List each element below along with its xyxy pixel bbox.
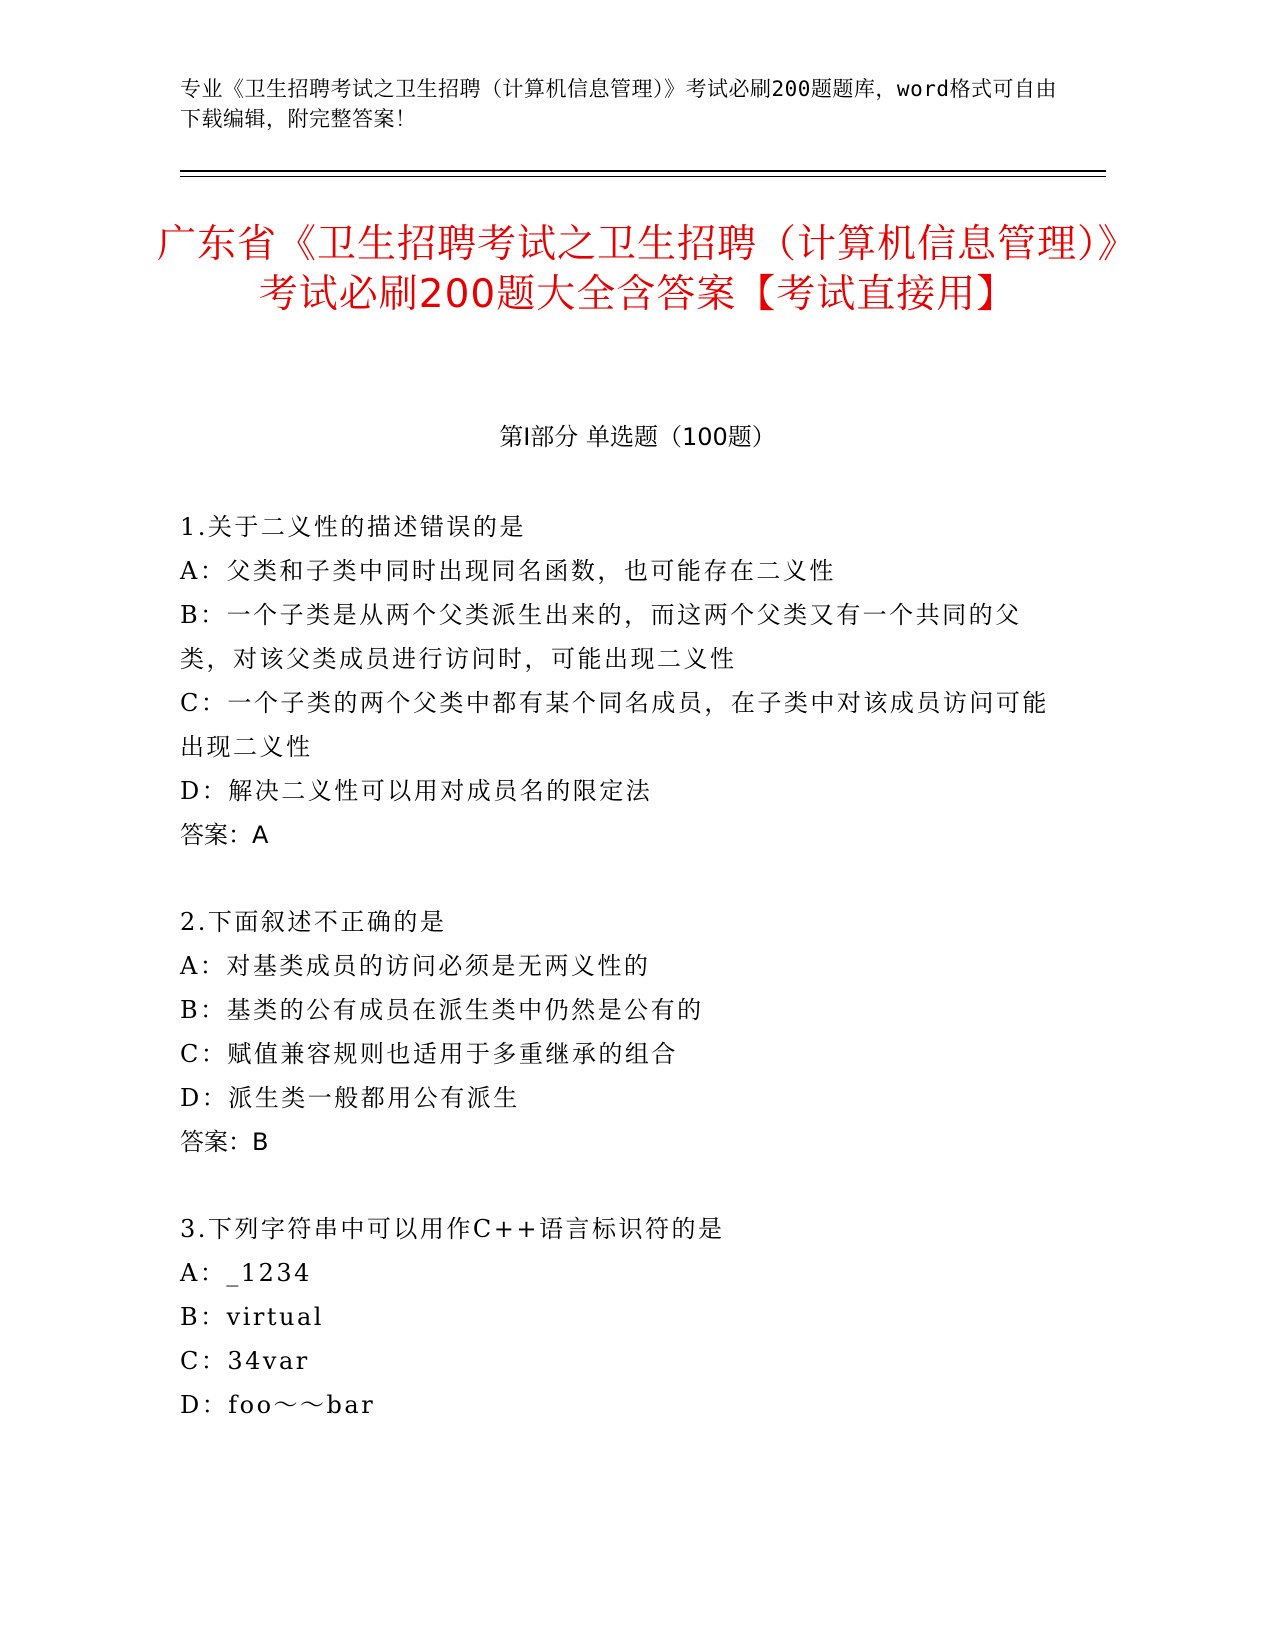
question-stem: 1.关于二义性的描述错误的是 [180,513,526,541]
answer-label: 答案：A [180,821,269,849]
question-stem: 3.下列字符串中可以用作C++语言标识符的是 [180,1215,725,1243]
option-a: A：父类和子类中同时出现同名函数，也可能存在二义性 [180,557,836,585]
option-c: C：34var [180,1347,310,1375]
section-heading: 第Ⅰ部分 单选题（100题） [499,423,776,451]
question-stem: 2.下面叙述不正确的是 [180,908,447,936]
question-2 [180,900,1050,1164]
answer-label: 答案：B [180,1128,269,1156]
option-d: D：派生类一般都用公有派生 [180,1084,520,1112]
question-list [180,505,1050,1470]
option-b: B：一个子类是从两个父类派生出来的，而这两个父类又有一个共同的父类，对该父类成员进行访问时，可能出现二义性 [180,601,1022,673]
option-d: D：解决二义性可以用对成员名的限定法 [180,777,653,805]
header-rule-thick [180,170,1106,172]
question-3 [180,1207,1050,1427]
option-a: A：对基类成员的访问必须是无两义性的 [180,952,651,980]
option-d: D：foo～～bar [180,1391,376,1419]
option-c: C：赋值兼容规则也适用于多重继承的组合 [180,1040,678,1068]
document-title: 广东省《卫生招聘考试之卫生招聘（计算机信息管理）》考试必刷200题大全含答案【考试直接用】 [156,222,1118,317]
option-a: A：_1234 [180,1259,312,1287]
option-c: C：一个子类的两个父类中都有某个同名成员，在子类中对该成员访问可能出现二义性 [180,689,1049,761]
option-b: B：virtual [180,1303,324,1331]
question-1 [180,505,1050,857]
option-b: B：基类的公有成员在派生类中仍然是公有的 [180,996,704,1024]
header-rule-thin [180,176,1106,177]
document-header: 专业《卫生招聘考试之卫生招聘（计算机信息管理）》考试必刷200题题库，word格式可自由下载编辑，附完整答案！ [180,77,1057,131]
